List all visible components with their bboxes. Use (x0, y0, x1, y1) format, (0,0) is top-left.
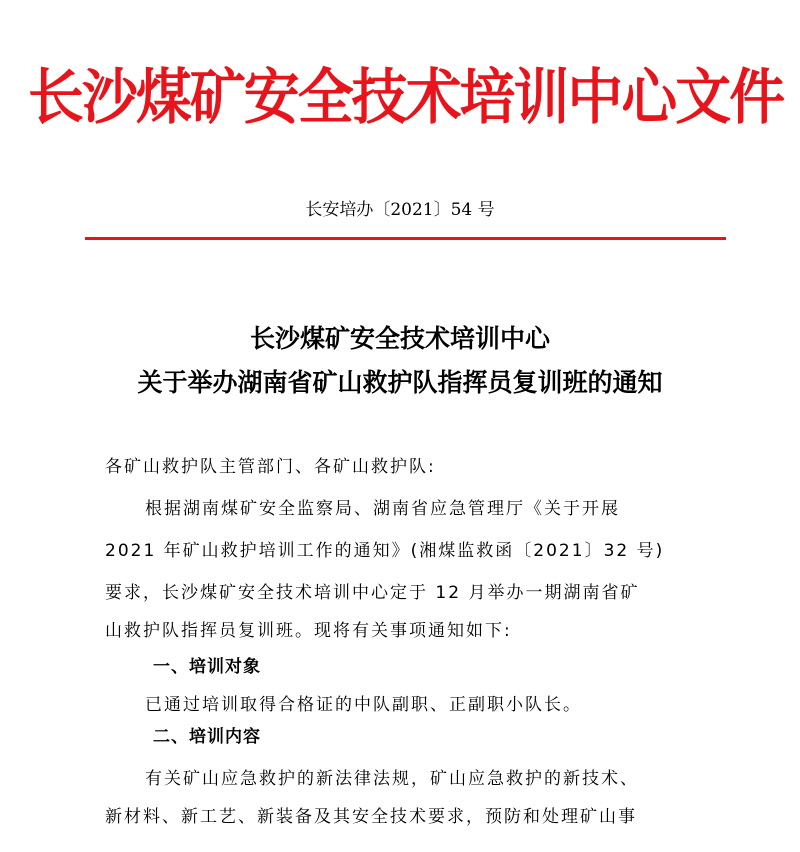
body-line: 有关矿山应急救护的新法律法规，矿山应急救护的新技术、 (145, 769, 639, 789)
body-line: 新材料、新工艺、新装备及其安全技术要求，预防和处理矿山事 (105, 807, 637, 827)
section-heading-2: 二、培训内容 (153, 727, 261, 747)
body-line: 2021 年矿山救护培训工作的通知》(湘煤监救函〔2021〕32 号) (105, 541, 665, 561)
issuer-title: 长沙煤矿安全技术培训中心文件 (28, 63, 784, 133)
notice-title-line-2: 关于举办湖南省矿山救护队指挥员复训班的通知 (137, 368, 663, 397)
salutation: 各矿山救护队主管部门、各矿山救护队: (105, 457, 436, 477)
section-text-1: 已通过培训取得合格证的中队副职、正副职小队长。 (145, 695, 582, 715)
document-number: 长安培办〔2021〕54 号 (305, 200, 495, 220)
section-heading-1: 一、培训对象 (153, 657, 261, 677)
body-line: 山救护队指挥员复训班。现将有关事项通知如下: (105, 621, 512, 641)
body-line: 根据湖南煤矿安全监察局、湖南省应急管理厅《关于开展 (145, 499, 620, 519)
body-line: 要求，长沙煤矿安全技术培训中心定于 12 月举办一期湖南省矿 (105, 583, 640, 603)
notice-title-line-1: 长沙煤矿安全技术培训中心 (249, 324, 550, 353)
red-divider-line (85, 237, 726, 240)
